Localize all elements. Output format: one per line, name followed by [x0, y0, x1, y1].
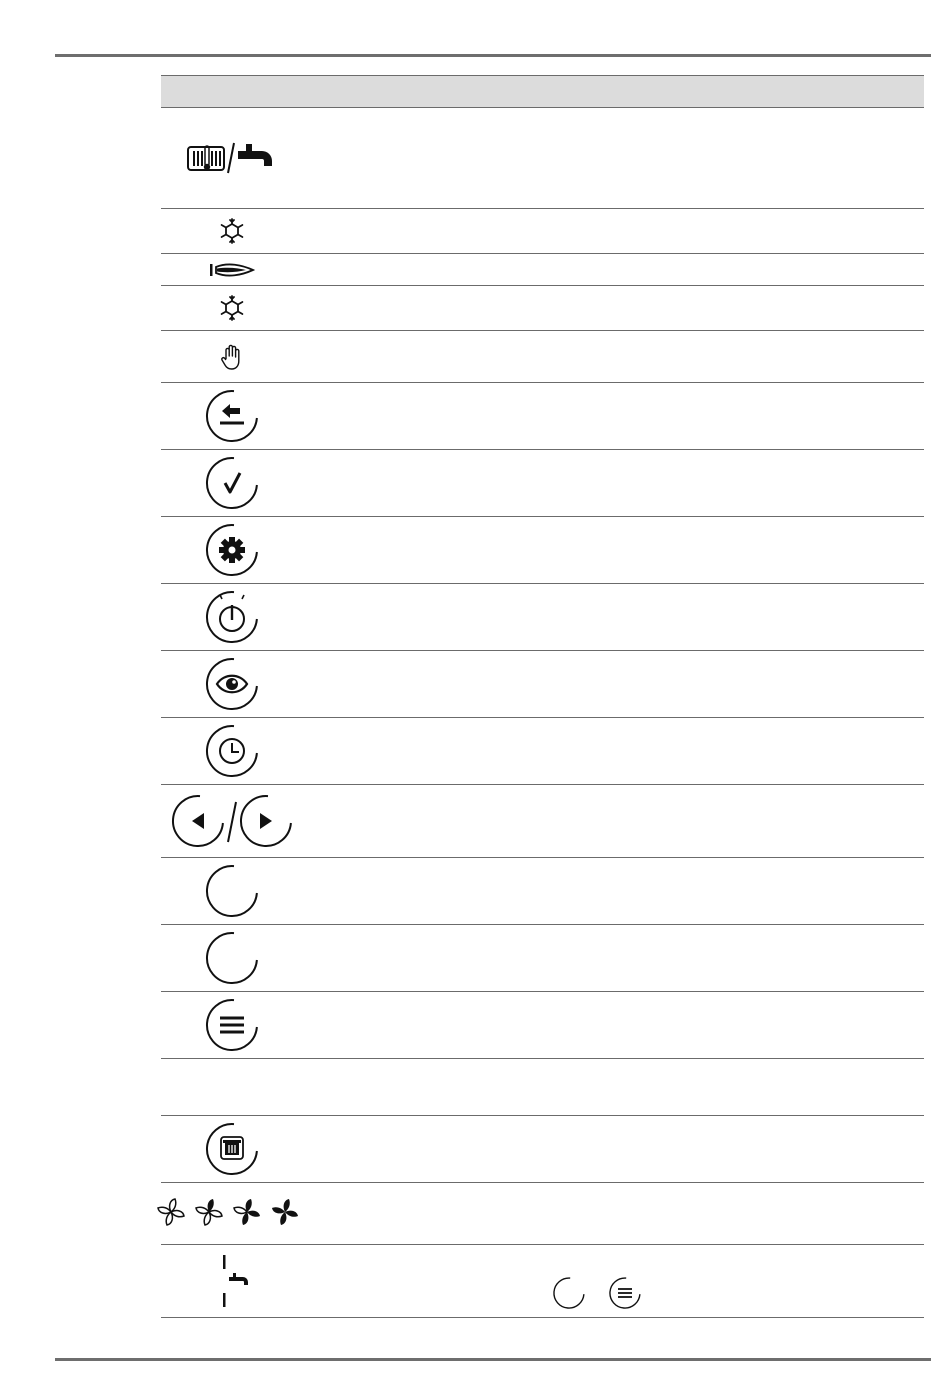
- row-description: [311, 1116, 924, 1182]
- fan-speeds-icon: [157, 1197, 307, 1231]
- fan-speed-1-icon: [158, 1199, 184, 1225]
- dhw-bar-icon: [223, 1253, 253, 1309]
- flame-icon: [210, 263, 254, 277]
- icon-cell: [161, 785, 303, 857]
- icon-cell: [161, 1183, 303, 1244]
- fan-speed-4-icon: [272, 1199, 298, 1225]
- ok-button-icon: [205, 456, 259, 510]
- footer-rule: [55, 1358, 931, 1361]
- table-header: [161, 75, 924, 108]
- icon-cell: [161, 383, 303, 449]
- row-description: [311, 331, 924, 382]
- menu-button-icon: [609, 1277, 641, 1309]
- icon-cell: [161, 450, 303, 516]
- row-description: [311, 108, 924, 208]
- icon-cell: [161, 651, 303, 717]
- table-row-view: [161, 651, 924, 718]
- table-row-dhw-bar: [161, 1245, 924, 1318]
- table-row-arrows: [161, 785, 924, 858]
- snowflake-icon: [219, 218, 245, 244]
- row-description: [311, 517, 924, 583]
- row-description: [311, 992, 924, 1058]
- icon-cell: [161, 254, 303, 285]
- back-button-icon: [205, 389, 259, 443]
- blank-button-icon: [205, 864, 259, 918]
- icon-cell: [161, 858, 303, 924]
- menu-button-icon: [205, 998, 259, 1052]
- left-button-icon: [173, 796, 223, 846]
- table-row-manual: [161, 331, 924, 383]
- icon-cell: [161, 1116, 303, 1182]
- row-description: [311, 254, 924, 285]
- power-button-icon: [205, 590, 259, 644]
- table-row-fan-speeds: [161, 1183, 924, 1245]
- table-row-flame: [161, 254, 924, 286]
- icon-cell: [161, 718, 303, 784]
- snowflake-icon: [219, 295, 245, 321]
- table-row-clock: [161, 718, 924, 785]
- hand-icon: [220, 343, 244, 371]
- row-description: [311, 584, 924, 650]
- table-row-antifreeze-1: [161, 209, 924, 254]
- symbol-table: [161, 75, 924, 1318]
- fan-speed-3-icon: [234, 1199, 260, 1225]
- table-row-ok: [161, 450, 924, 517]
- table-row-heating-dhw: [161, 108, 924, 209]
- icon-cell: [161, 286, 303, 330]
- icon-cell: [161, 925, 303, 991]
- delete-button-icon: [205, 1122, 259, 1176]
- eye-button-icon: [205, 657, 259, 711]
- settings-button-icon: [205, 523, 259, 577]
- icon-cell: [161, 209, 303, 253]
- icon-cell: [161, 584, 303, 650]
- table-row-empty-ring-1: [161, 858, 924, 925]
- row-description: [311, 925, 924, 991]
- table-row-delete: [161, 1116, 924, 1183]
- row-description: [311, 785, 924, 857]
- table-row-blank: [161, 1059, 924, 1116]
- row-description: [311, 450, 924, 516]
- table-row-back: [161, 383, 924, 450]
- row-description: [311, 1059, 924, 1115]
- icon-cell: [161, 1059, 303, 1115]
- blank-button-icon: [205, 931, 259, 985]
- icon-cell: [161, 992, 303, 1058]
- row-description: [311, 383, 924, 449]
- table-row-antifreeze-2: [161, 286, 924, 331]
- icon-cell: [161, 331, 303, 382]
- row-description: [311, 718, 924, 784]
- clock-button-icon: [205, 724, 259, 778]
- table-row-settings: [161, 517, 924, 584]
- icon-cell: [161, 108, 303, 208]
- row-description: [311, 1183, 924, 1244]
- blank-button-icon: [553, 1277, 585, 1309]
- table-row-empty-ring-2: [161, 925, 924, 992]
- icon-cell: [161, 517, 303, 583]
- row-description: [311, 651, 924, 717]
- row-description: [311, 209, 924, 253]
- fan-speed-2-icon: [196, 1199, 222, 1225]
- table-row-menu: [161, 992, 924, 1059]
- right-button-icon: [241, 796, 291, 846]
- row-description: [311, 858, 924, 924]
- table-row-power: [161, 584, 924, 651]
- row-description: [311, 286, 924, 330]
- arrow-buttons-icon: [170, 793, 294, 849]
- header-rule: [55, 54, 931, 57]
- tap-icon: [238, 144, 272, 166]
- icon-cell: [161, 1245, 303, 1317]
- radiator-icon: [186, 141, 278, 175]
